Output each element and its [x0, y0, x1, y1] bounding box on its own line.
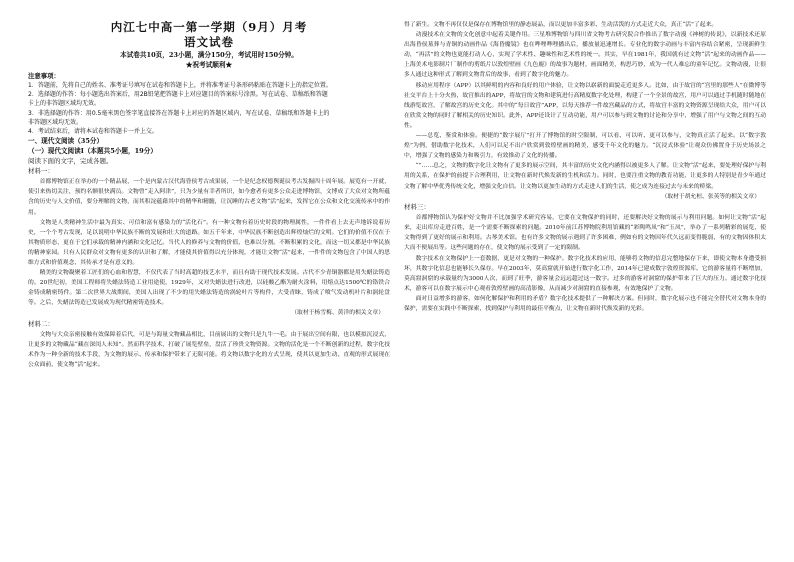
material-paragraph: 移动应用程序（APP）以其鲜明的内容和良好的用户体验，让文物以崭新的面貌走近更多人。比如，由于故宫的“宫里的那些人”在微博等社交平台上十分火热，故宫推出的APP，将故宫的文物和建筑进行高精度数字化处理，构建了一个全景的故宫，用户可以通过手机随时随地在线游览故宫，了解故宫的历史文化。其中的“每日故宫”APP，以每天推荐一件故宫藏品的方式，将故宫丰富的文物资源呈现给大众，用户可以在欣赏文物的同时了解相关的历史知识。此外，APP还设计了互动功能，用户可以参与到文物的讨论和分享中，增强了用户与文物之间的互动性。	[404, 82, 766, 129]
material-paragraph: 数字技术在文物保护上一套数据，更是对文物的一种保护。数字化技术的应用，能够将文物的信息完整地保存下来，即使文物本身遭受损坏，其数字化信息也能够长久保存。早在2003年，莫高窟就开始进行数字化工作，2014年已建成数字敦煌资源库。它的游客量将不断增加，莫高窟洞窟的承载量约为3000人次，而到了旺季，游客量会远远超过这一数字。过多的游客对洞窟的保护带来了巨大的压力。通过数字化技术，游客可以在数字展示中心观看敦煌壁画的高清影像，从而减少对洞窟的直接参观，有效地保护了文物。	[404, 255, 766, 292]
material-heading: 材料一：	[28, 167, 54, 176]
material-heading: 材料二：	[28, 320, 54, 329]
notes-heading: 注意事项：	[28, 72, 60, 80]
note-item: 3．非选择题的作答：用0.5毫米黑色签字笔直接答在答题卡上对应的答题区域内，写在试卷、草稿纸和答题卡上的	[28, 109, 330, 117]
reading-instruction: 阅读下面的文字，完成各题。	[28, 157, 113, 166]
material-paragraph: 首都博物馆认为保护好文物并不比加强学术研究容易，它要在文物保护的同时，还要解决好文物的展示与利用问题。如何让文物“活”起来，走出库房走进百姓，是一个需要不断探索的问题。2010年前江苏博物院利用馆藏的“彩陶鸣凤”和“玉凤”，举办了一系列精彩的展览，使文物得到了更好的展示和利用。古琴美术馆。也有许多文物的展示遇到了许多困难，例如有的文物因年代久远而变得脆弱，有的文物因体积太大而不便展出等。这些问题的存在，使文物的展示受到了一定的限制。	[404, 215, 766, 252]
notes-block	[28, 72, 390, 136]
material-paragraph: “”……总之，文物的数字化让文物有了更多的展示空间，其丰富的历史文化内涵得以被更多人了解。让文物“活”起来，要处理好保护与利用的关系，在保护的前提下合理利用，让文物在新时代焕发新的生机和活力。同时，也要注重文物的教育功能，让更多的人特别是青少年通过文物了解中华优秀传统文化，增强文化自信。让文物以更加生动的方式走进人们的生活，使之成为连接过去与未来的桥梁。	[404, 163, 766, 190]
material-paragraph: 文物是人类精神生活中最为真实、可信和富有感染力的“活化石”。有一种文物有着历史时段的物理属性，一件件看上去无声地诉说着历史，一个个考古发现，足以说明中华民族不断的发展和壮大的道路。如五千年来，中华民族不断创造出辉煌灿烂的文明。它们的价值不仅在于其物质形态，更在于它们承载的精神内涵和文化记忆。当代人的修养与文物的价值，也难以分割。不断积累的文化，而这一切又都是中华民族的精神家园。只有人民群众对文物有更多的认识和了解，才能使其价值得以充分体现，才能让文物“活”起来，一件件的文物包含了中国人的思维方式和价值观念，其传承才是有意义的。	[28, 219, 390, 266]
exam-header	[28, 20, 390, 70]
note-item: 卡上的非答题区域均无效。	[28, 100, 101, 108]
note-item: 4．考试结束后，请将本试卷和答题卡一并上交。	[28, 128, 158, 136]
exam-info: 本试卷共10页，23小题，满分150分，考试用时150分钟。	[120, 51, 298, 59]
material-paragraph: 动漫技术在文物的文化创意中起着关键作用。三星堆博物馆与四川省文物考古研究院合作推出了数字动漫《神树的传说》，以新技术还原出海昏侯墓葬与青铜的动画作品《海昏魔镜》也在哔哩哔哩播出后，播放量迅速增长。专业化的数字动画与丰富内容结合紧密，呈现新鲜生动，“再活”的文物也更能打动人心，实现了学术性、趣味性和艺术性的统一。其实，早在1981年，我国就有过文物“活”起来的动画作品——上海美术电影制片厂制作的剪纸片以敦煌壁画《九色鹿》的故事为题材，画面精美，构思巧妙，成为一代人难忘的童年记忆。文物动漫，让很多人通过这种形式了解到文物背后的故事，看到了数字化的魅力。	[404, 32, 766, 79]
material-paragraph: 首都博物馆正在举办的一个精品展，一个是内蒙古汉代海昏侯考古成果展，一个是纪念权德舆诞辰考古发掘四十周年展。展览有一开就，使引来热切关注，预约名额很快满员。文物曾“走入阿津”，只为少量有幸者所识，如今愈者有更多公众走进博物馆，文博成了大众对文物所蕴含的历史与人文价值，要分理解的文物，而其积淀蕴藉其中的精华和精髓，让沉睡的古老文物“活”起来，发挥它在公众和文化交流传承中的作用。	[28, 179, 390, 216]
material-paragraph: 精美的文物凝聚着工匠们的心血和智慧，不仅代表了当时高超的技艺水平，而且有助于现代技术发展。古代不少青铜器都是用失蜡法铸造的。20世纪初，美国工程师将失蜡法铸造工业用途使，1929年，又对失蜡法进行改进，以硅酸乙酯为耐火涂料，用熔点达1500℃的铬铁合金铸成精密铸件。第二次世界大战期间，美国人出现了不少的用失蜡法铸造的涡轮叶片等构件，大受青睐，铸成了喷气发动机叶片和涡轮盘等。之后，失蜡法铸造已发展成为现代精密铸造技术。	[28, 270, 390, 307]
exam-wish: ★祝考试顺利★	[185, 61, 233, 69]
note-item: 2．选择题的作答：每小题选出答案后，用2B铅笔把答题卡上对应题目的答案标号涂黑。写在试卷、草稿纸和答题	[28, 91, 328, 99]
material-paragraph: 得了新生。文物不再仅仅是保存在博物馆里的静态展品，而以更加丰富多彩、生动活泼的方式走近大众，真正“活”了起来。	[404, 22, 718, 28]
material-heading: 材料三：	[404, 203, 430, 212]
section-title: 一、现代文阅读（35分）	[28, 137, 104, 146]
exam-title: 内江七中高一第一学期（9月）月考	[110, 20, 308, 34]
subsection-title: （一）现代文阅读Ⅰ（本题共5小题，19分）	[28, 147, 157, 156]
material-source: （取材于胡允桓、张英等的相关文章）	[661, 193, 760, 200]
right-column	[404, 20, 766, 314]
left-column	[28, 20, 390, 370]
exam-subtitle: 语文试卷	[184, 35, 234, 49]
note-item: 非答题区域均无效。	[28, 118, 83, 126]
note-item: 1．答题前，先将自己的姓名、准考证号填写在试卷和答题卡上，并将准考证号条形码粘贴在答题卡上的指定位置。	[28, 82, 332, 89]
material-paragraph: 文物与大众亲密接触有效保障着后代，可是与海量文物藏品相比，目前展出的文物只是九牛一毛。由于展出空间有限，也以模拟沉浸式，让更多的文物藏品“藏在深闺人未知”。然而科学技术，打破了展览壁垒，盘活了珍贵文物资源。文物的活化是一个不断创新的过程，数字化技术作为一种全新的技术手段，为文物的展示、传承和保护带来了无限可能。将文物以数字化的方式呈现，使其以更加生动、直观的形式展现在公众面前，使文物“活”起来。	[28, 332, 390, 369]
material-source: （取材于杨雪梅、黄洋的相关文章）	[291, 310, 384, 317]
material-paragraph: ——总览、鉴赏和体验。便捷的“数字展厅”打开了博物馆的时空限制，可以看、可以听、更可以参与，文物真正活了起来。以“数字敦煌”为例，借助数字化技术，人们可以足不出户欣赏到敦煌壁画的精美，感受千年文化的魅力。“沉浸式体验”让观众仿佛置身于历史场景之中，增强了文物的感染力和吸引力，有效推动了文化的传播。	[404, 133, 766, 160]
material-paragraph: 面对日益增多的游客，如何化解保护和利用的矛盾？数字化技术提供了一种解决方案。但同时，数字化展示也不能完全替代对文物本身的保护，需要在实践中不断探索，找到保护与利用的最佳平衡点，让文物在新时代焕发新的光彩。	[404, 295, 766, 313]
